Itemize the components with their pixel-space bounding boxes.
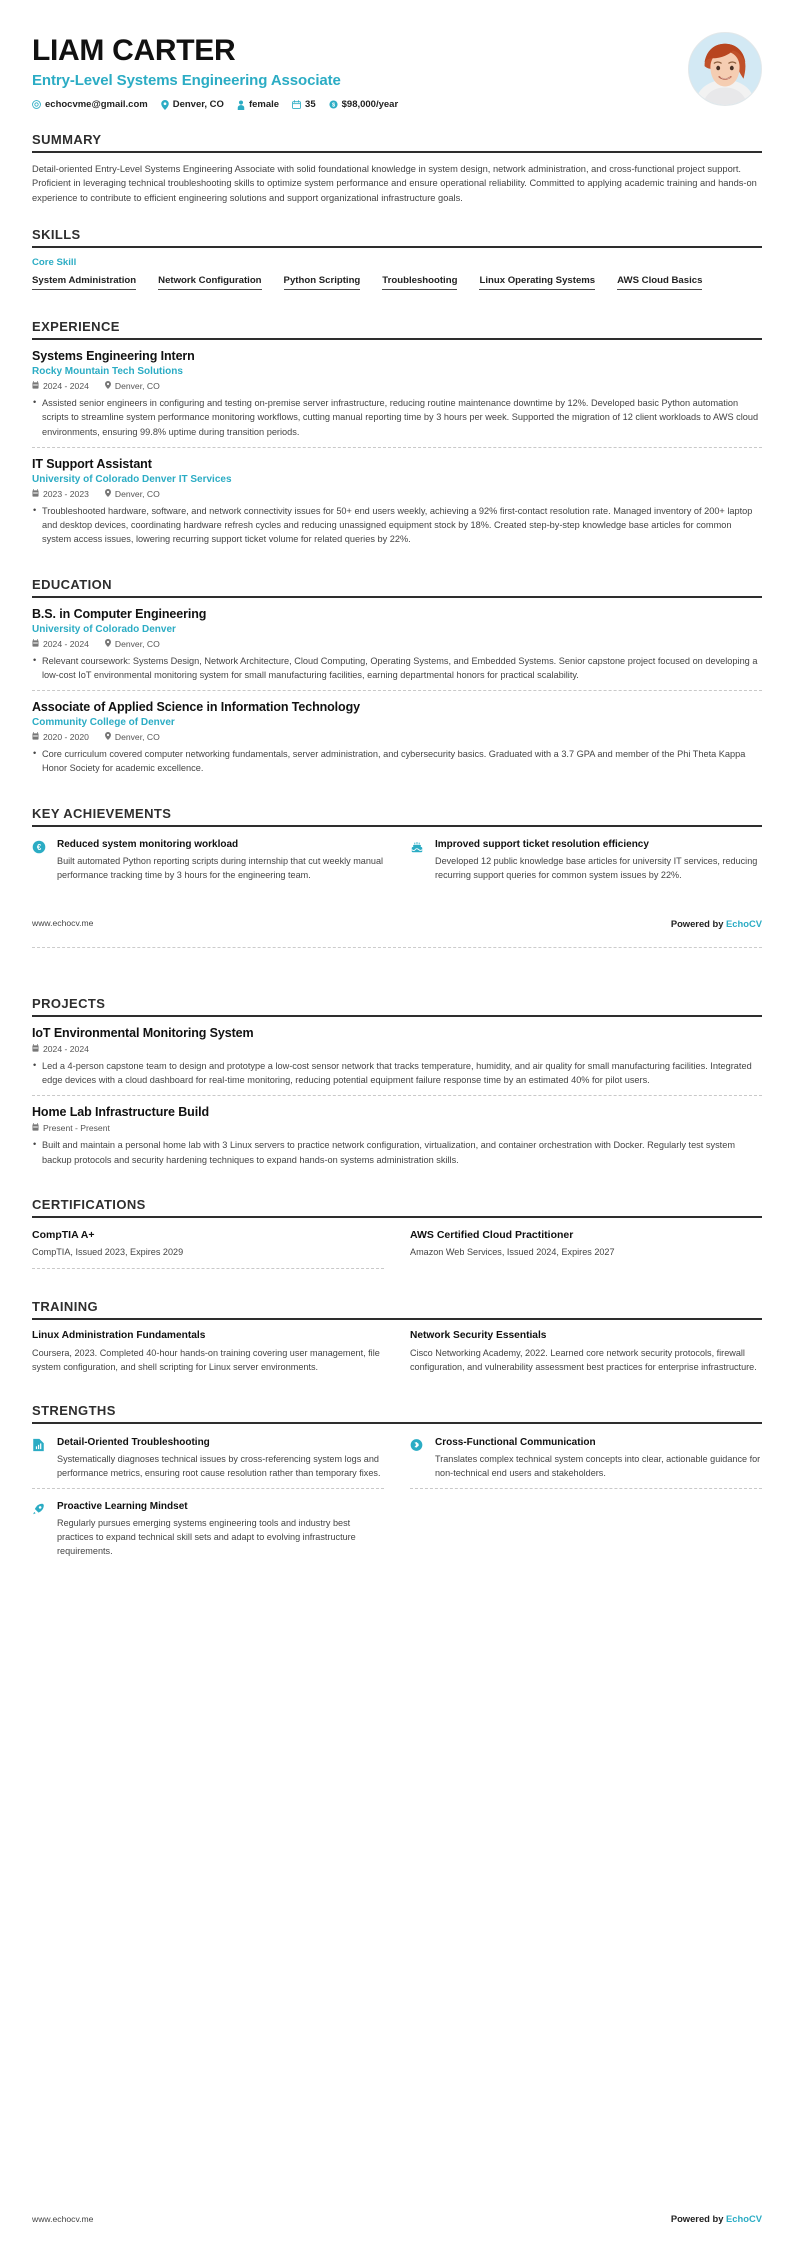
entry-meta: [32, 639, 762, 649]
page-title: LIAM CARTER: [32, 34, 236, 67]
achievement-desc: Developed 12 public knowledge base articles for university IT services, reducing recurring support queries for common system issues by 22%.: [435, 855, 758, 880]
entry-meta: [32, 381, 762, 391]
entry-location: [105, 489, 160, 499]
strength-body: [57, 1437, 384, 1480]
rocket-icon: [32, 1501, 48, 1558]
footer-brand-name: EchoCV: [726, 2213, 762, 2224]
entry-title: IT Support Assistant: [32, 456, 152, 471]
contact-location-value: Denver, CO: [172, 99, 224, 110]
bullet-item: • Built and maintain a personal home lab with 3 Linux servers to practice network configuration, virtualization, and container orchestration with Docker. Regularly test system backup protocols and security hardening techniques to expand hands-on systems administration skills.: [32, 1138, 762, 1167]
contact-age: [292, 99, 316, 110]
strengths-col-right: [410, 1433, 762, 1566]
entry-location-value: Denver, CO: [114, 732, 160, 743]
section-divider: [32, 1015, 762, 1017]
section-training: [32, 1299, 762, 1381]
entry-dates: [32, 1123, 110, 1133]
strength-item: [32, 1433, 384, 1489]
strength-desc: Systematically diagnoses technical issues by cross-referencing system logs and performance metrics, ensuring root cause resolution rather than temporary fixes.: [57, 1453, 381, 1478]
entry-dates-value: 2024 - 2024: [43, 638, 89, 649]
strength-desc: Translates complex technical system concepts into clear, actionable guidance for non-technical end users and stakeholders.: [435, 1453, 761, 1478]
location-pin-icon: [105, 489, 111, 499]
entry-location: [105, 732, 160, 742]
skill-list: [32, 273, 762, 297]
entry-dates-value: 2020 - 2020: [43, 732, 89, 743]
summary-text: Detail-oriented Entry-Level Systems Engineering Associate with solid foundational knowledge in system design, network administration, and cross-functional project support. Proficient in leveraging technical troubleshooting skills to optimize system performance and ensure operational reliability. Committed to applying academic training and hands-on experience to contribute to efficient engineering solutions and support organizational infrastructure goals.: [32, 164, 757, 203]
section-heading-skills: SKILLS: [32, 227, 81, 243]
section-key-achievements: [32, 806, 762, 892]
section-divider: [32, 1318, 762, 1320]
section-projects: [32, 996, 762, 1175]
entry-organization: University of Colorado Denver IT Services: [32, 473, 232, 485]
certification-title: AWS Certified Cloud Practitioner: [410, 1228, 574, 1241]
entry-bullets: [32, 654, 762, 683]
location-pin-icon: [105, 381, 111, 391]
calendar-icon: [32, 381, 39, 391]
footer-website: www.echocv.me: [32, 918, 94, 929]
training-item: [410, 1329, 762, 1381]
entry-organization: University of Colorado Denver: [32, 623, 176, 635]
section-heading-education: EDUCATION: [32, 576, 112, 592]
euro-circle-icon: [32, 839, 48, 882]
section-heading-certifications: CERTIFICATIONS: [32, 1196, 146, 1212]
entry-bullets: [32, 504, 762, 547]
entry-dates: [32, 381, 89, 391]
certification-item: [32, 1227, 384, 1268]
location-pin-icon: [105, 639, 111, 649]
contact-age-value: 35: [305, 99, 316, 110]
entry-location: [105, 381, 160, 391]
entry-dates-value: 2024 - 2024: [43, 1043, 89, 1054]
experience-entry: [32, 447, 762, 555]
entry-meta: [32, 732, 762, 742]
entry-title: IoT Environmental Monitoring System: [32, 1025, 254, 1040]
job-title: Entry-Level Systems Engineering Associate: [32, 72, 341, 89]
section-heading-key-achievements: KEY ACHIEVEMENTS: [32, 805, 172, 821]
entry-dates: [32, 1044, 89, 1054]
calendar-icon: [32, 1123, 39, 1133]
section-strengths: [32, 1403, 762, 1566]
footer-powered-by: Powered by: [670, 2213, 727, 2224]
entry-location-value: Denver, CO: [114, 488, 160, 499]
entry-bullets: [32, 747, 762, 776]
certification-item: [410, 1227, 762, 1268]
strength-title: Proactive Learning Mindset: [57, 1500, 188, 1512]
contact-salary-value: $98,000/year: [341, 99, 399, 110]
entry-bullets: [32, 1138, 762, 1167]
contact-row: [32, 99, 688, 110]
location-pin-icon: [105, 732, 111, 742]
certification-divider: [32, 1268, 384, 1269]
training-grid: [32, 1329, 762, 1381]
bullet-item: • Core curriculum covered computer networking fundamentals, server administration, and cybersecurity basics. Graduated with a 3.7 GPA and member of the Phi Theta Kappa Honor Society for academic excellence.: [32, 747, 762, 776]
achievement-body: [435, 839, 762, 882]
document-chart-icon: [32, 1437, 48, 1480]
achievement-desc: Built automated Python reporting scripts during internship that cut weekly manual performance tracking time by 3 hours for the engineering team.: [57, 855, 384, 880]
section-education: [32, 577, 762, 784]
training-item: [32, 1329, 384, 1381]
section-heading-projects: PROJECTS: [32, 995, 106, 1011]
section-divider: [32, 825, 762, 827]
calendar-icon: [32, 732, 39, 742]
training-title: Linux Administration Fundamentals: [32, 1329, 206, 1341]
strength-title: Cross-Functional Communication: [435, 1436, 596, 1448]
section-divider: [32, 596, 762, 598]
skill-chip: Network Configuration: [158, 273, 261, 290]
entry-dates: [32, 639, 89, 649]
training-desc: Coursera, 2023. Completed 40-hour hands-on training covering user management, file system configuration, and shell scripting for Linux server environments.: [32, 1348, 380, 1373]
resume-header: [0, 0, 794, 110]
section-heading-strengths: STRENGTHS: [32, 1402, 116, 1418]
entry-dates: [32, 732, 89, 742]
certification-title: CompTIA A+: [32, 1228, 95, 1241]
entry-meta: [32, 1044, 762, 1054]
calendar-icon: [32, 1044, 39, 1054]
training-title: Network Security Essentials: [410, 1329, 547, 1341]
entry-location-value: Denver, CO: [114, 381, 160, 392]
footer-brand: [671, 918, 762, 929]
svg-text:$: $: [331, 102, 335, 109]
bullet-item: • Troubleshooted hardware, software, and network connectivity issues for 50+ end users weekly, achieving a 92% first-contact resolution rate. Managed inventory of 200+ laptop and desktop devices, coordinating hardware refresh cycles and reducing unassigned equipment stock by 18%. Created step-by-step knowledge base articles for common system access issues, lowering recurring support ticket volume for related queries by 22%.: [32, 504, 762, 547]
bullet-item: • Assisted senior engineers in configuring and testing on-premise server infrastructure, reducing routine maintenance downtime by 12%. Developed basic Python automation scripts to streamline system performance monitoring workflows, cutting manual reporting time by 3 hours per week. Supported the migration of 12 client workloads to AWS cloud environments, ensuring 99.8% uptime during transition periods.: [32, 396, 762, 439]
section-heading-summary: SUMMARY: [32, 132, 102, 147]
footer-brand: [671, 2213, 762, 2224]
bullet-item: • Relevant coursework: Systems Design, Network Architecture, Cloud Computing, Operating Systems, and Embedded Systems. Senior capstone project focused on developing a low-cost IoT environmental monitoring system for small manufacturing facilities, earning departmental honors for practical scalability.: [32, 654, 762, 683]
contact-gender: [237, 99, 279, 110]
section-divider: [32, 1216, 762, 1218]
strength-item: [410, 1433, 762, 1489]
skill-chip: Python Scripting: [284, 273, 361, 290]
skill-chip: Troubleshooting: [382, 273, 457, 290]
section-divider: [32, 246, 762, 248]
education-entry: [32, 607, 762, 691]
calendar-icon: [292, 100, 301, 109]
section-heading-experience: EXPERIENCE: [32, 319, 120, 335]
strength-title: Detail-Oriented Troubleshooting: [57, 1436, 210, 1448]
entry-dates-value: 2024 - 2024: [43, 381, 89, 392]
svg-text:€: €: [36, 842, 42, 852]
experience-entry: [32, 349, 762, 447]
section-summary: [32, 132, 762, 205]
training-desc: Cisco Networking Academy, 2022. Learned core network security protocols, firewall configuration, and vulnerability assessment best practices for enterprise infrastructure.: [410, 1348, 757, 1373]
strength-body: [57, 1501, 384, 1558]
cake-icon: [410, 839, 426, 882]
achievement-item: [410, 836, 762, 892]
key-achievements-grid: [32, 836, 762, 892]
strength-item: [32, 1497, 384, 1566]
section-divider: [32, 338, 762, 340]
skill-chip: Linux Operating Systems: [479, 273, 595, 290]
bluetooth-icon: [410, 1437, 426, 1480]
strengths-col-left: [32, 1433, 384, 1566]
strengths-grid: [32, 1433, 762, 1566]
entry-meta: [32, 489, 762, 499]
calendar-icon: [32, 489, 39, 499]
certifications-grid: [32, 1227, 762, 1277]
entry-title: B.S. in Computer Engineering: [32, 606, 207, 621]
salary-icon: [329, 100, 338, 109]
achievement-item: [32, 836, 384, 892]
section-divider: [32, 1422, 762, 1424]
header-text-block: [32, 30, 688, 110]
project-entry: [32, 1095, 762, 1175]
entry-bullets: [32, 1059, 762, 1088]
achievement-title: Reduced system monitoring workload: [57, 838, 239, 850]
entry-dates-value: 2023 - 2023: [43, 488, 89, 499]
section-heading-training: TRAINING: [32, 1298, 99, 1314]
skill-chip: AWS Cloud Basics: [617, 273, 702, 290]
page-footer-2: [0, 2213, 794, 2224]
entry-dates: [32, 489, 89, 499]
section-skills: [32, 227, 762, 297]
certification-desc: Amazon Web Services, Issued 2024, Expires 2027: [410, 1246, 615, 1257]
calendar-icon: [32, 639, 39, 649]
entry-title: Systems Engineering Intern: [32, 349, 195, 364]
achievement-title: Improved support ticket resolution efficiency: [435, 838, 649, 850]
footer-powered-by: Powered by: [670, 917, 727, 929]
strength-desc: Regularly pursues emerging systems engineering tools and industry best practices to expand technical skill sets and adapt to evolving infrastructure requirements.: [57, 1517, 356, 1556]
section-divider: [32, 151, 762, 153]
achievement-body: [57, 839, 384, 882]
entry-organization: Community College of Denver: [32, 717, 175, 729]
entry-title: Home Lab Infrastructure Build: [32, 1105, 209, 1120]
education-entry: [32, 690, 762, 784]
skill-chip: System Administration: [32, 273, 136, 290]
entry-location-value: Denver, CO: [114, 638, 160, 649]
entry-meta: [32, 1123, 762, 1133]
bullet-item: • Led a 4-person capstone team to design and prototype a low-cost sensor network that tracks temperature, humidity, and air quality for small manufacturing facilities. Integrated edge devices with a cloud dashboard for real-time monitoring, reducing potential equipment failure response time by an estimated 40% for pilot users.: [32, 1059, 762, 1088]
entry-bullets: [32, 396, 762, 439]
contact-email-value: echocvme@gmail.com: [45, 99, 148, 110]
contact-salary: [329, 99, 399, 110]
contact-location: [161, 99, 224, 110]
entry-dates-value: Present - Present: [43, 1123, 110, 1134]
entry-organization: Rocky Mountain Tech Solutions: [32, 366, 183, 378]
strength-body: [435, 1437, 762, 1480]
certification-col: [410, 1227, 762, 1277]
person-icon: [237, 100, 245, 110]
avatar: [688, 32, 762, 106]
contact-email: [32, 99, 148, 110]
project-entry: [32, 1026, 762, 1096]
footer-website: www.echocv.me: [32, 2213, 94, 2224]
entry-title: Associate of Applied Science in Information Technology: [32, 700, 360, 715]
footer-brand-name: EchoCV: [726, 917, 762, 929]
skill-group-label: Core Skill: [32, 257, 77, 269]
location-pin-icon: [161, 100, 169, 110]
section-experience: [32, 319, 762, 555]
email-icon: [32, 100, 41, 109]
certification-desc: CompTIA, Issued 2023, Expires 2029: [32, 1246, 184, 1257]
page-footer-1: [0, 918, 794, 929]
certification-col: [32, 1227, 384, 1277]
contact-gender-value: female: [248, 99, 280, 110]
entry-location: [105, 639, 160, 649]
section-certifications: [32, 1197, 762, 1277]
